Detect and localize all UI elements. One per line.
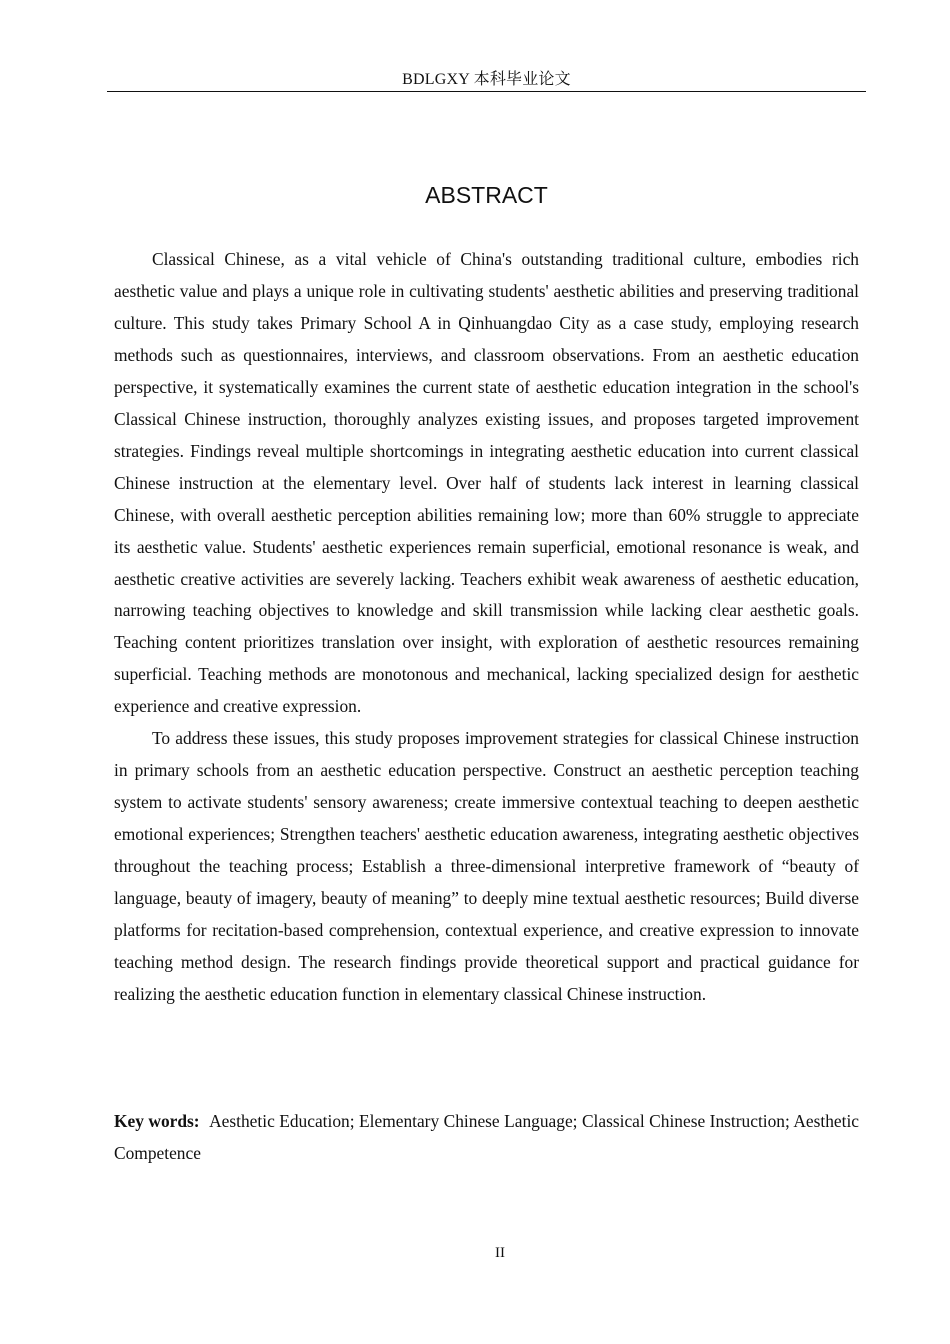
keywords-label: Key words: <box>114 1111 200 1131</box>
abstract-paragraph-1: Classical Chinese, as a vital vehicle of China's outstanding traditional culture, embodies rich aesthetic value and plays a unique role in cultivating students' aesthetic abilities and preserving traditional culture. This study takes Primary School A in Qinhuangdao City as a case study, employing research methods such as questionnaires, interviews, and classroom observations. From an aesthetic education perspective, it systematically examines the current state of aesthetic education integration in the school's Classical Chinese instruction, thoroughly analyzes existing issues, and proposes targeted improvement strategies. Findings reveal multiple shortcomings in integrating aesthetic education into current classical Chinese instruction at the elementary level. Over half of students lack interest in learning classical Chinese, with overall aesthetic perception abilities remaining low; more than 60% struggle to appreciate its aesthetic value. Students' aesthetic experiences remain superficial, emotional resonance is weak, and aesthetic creative activities are severely lacking. Teachers exhibit weak awareness of aesthetic education, narrowing teaching objectives to knowledge and skill transmission while lacking clear aesthetic goals. Teaching content prioritizes translation over insight, with exploration of aesthetic resources remaining superficial. Teaching methods are monotonous and mechanical, lacking specialized design for aesthetic experience and creative expression. <box>114 249 859 717</box>
abstract-title: ABSTRACT <box>425 182 548 208</box>
running-header: BDLGXY 本科毕业论文 <box>402 71 571 88</box>
page-number: II <box>495 1245 505 1261</box>
keywords-text: Aesthetic Education; Elementary Chinese Language; Classical Chinese Instruction; Aesthetic Competence <box>114 1111 860 1163</box>
abstract-body <box>114 244 859 1011</box>
abstract-paragraph-2: To address these issues, this study proposes improvement strategies for classical Chinese instruction in primary schools from an aesthetic education perspective. Construct an aesthetic perception teaching system to activate students' sensory awareness; create immersive contextual teaching to deepen aesthetic emotional experiences; Strengthen teachers' aesthetic education awareness, integrating aesthetic objectives throughout the teaching process; Establish a three-dimensional interpretive framework of “beauty of language, beauty of imagery, beauty of meaning” to deeply mine textual aesthetic resources; Build diverse platforms for recitation-based comprehension, contextual experience, and creative expression to innovate teaching method design. The research findings provide theoretical support and practical guidance for realizing the aesthetic education function in elementary classical Chinese instruction. <box>114 728 859 1004</box>
header-rule <box>107 91 866 92</box>
keywords-line <box>114 1106 859 1170</box>
